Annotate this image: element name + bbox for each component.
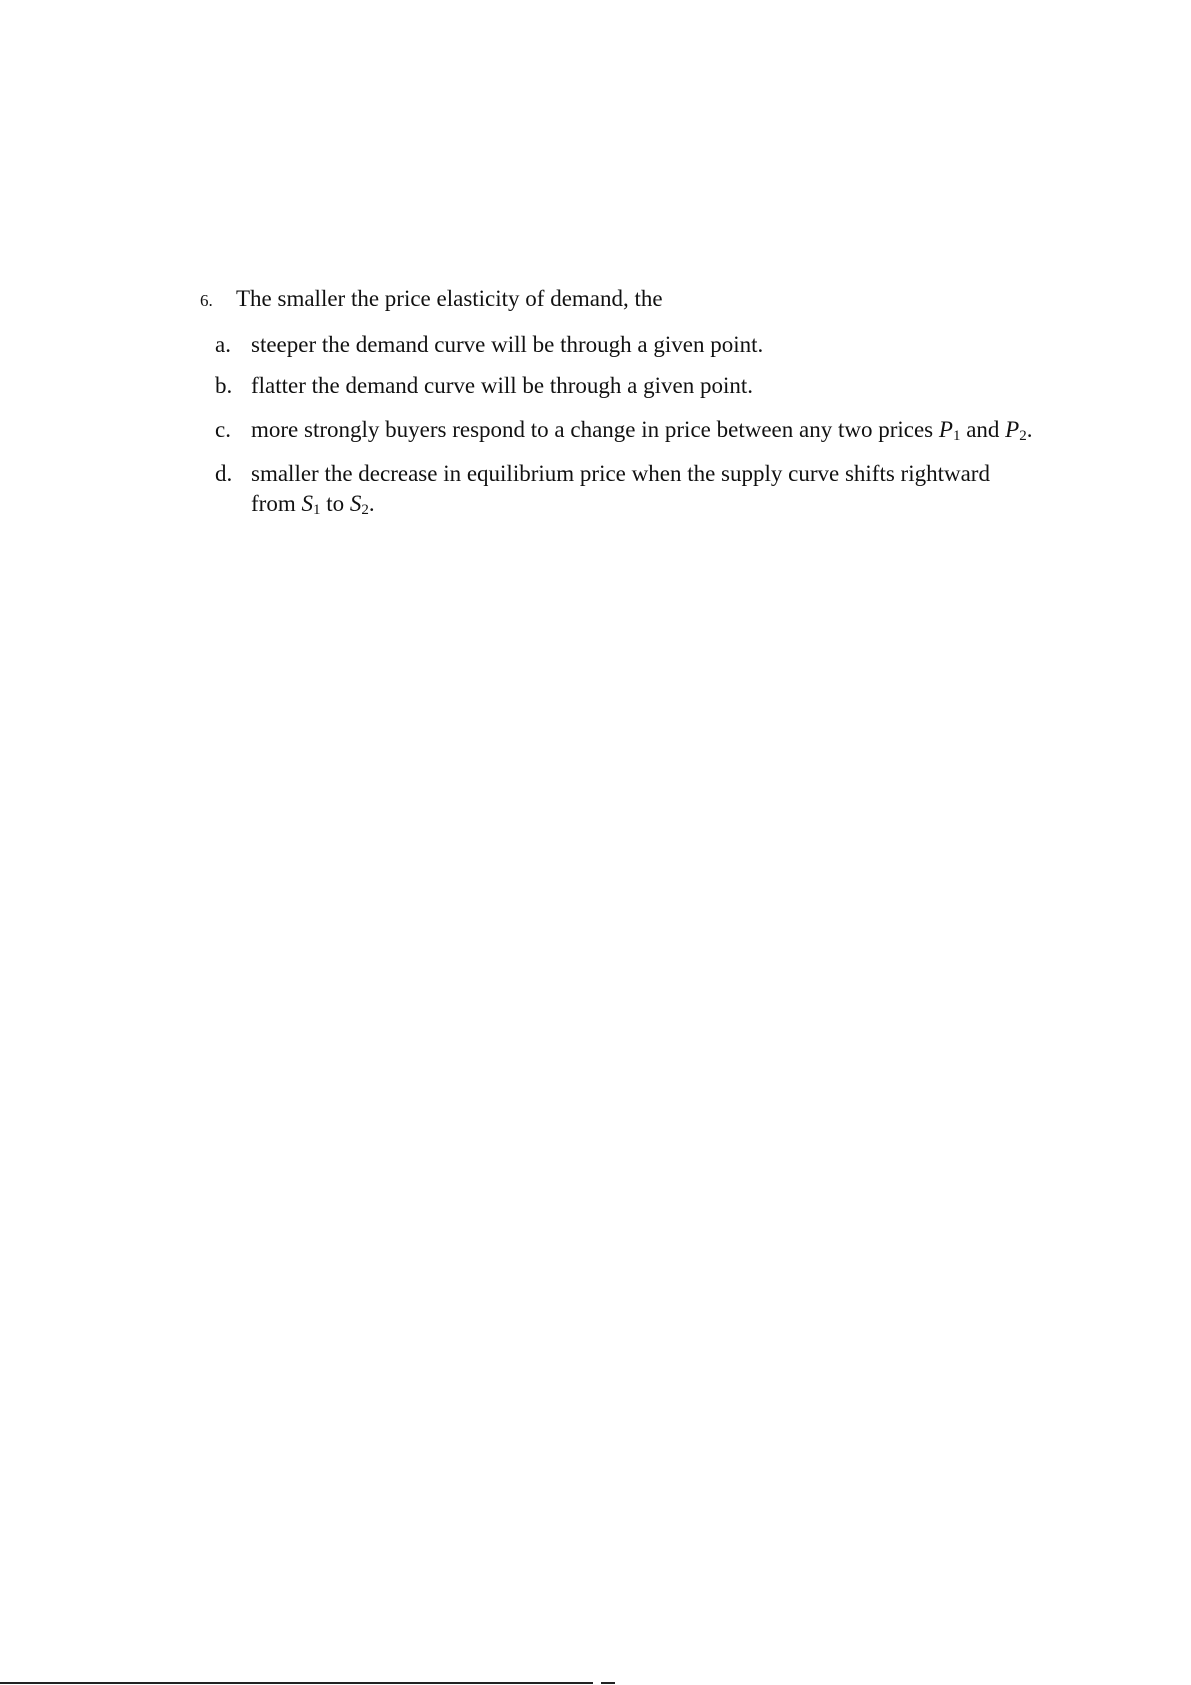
choice-text-part: . <box>368 491 375 516</box>
choice-a <box>215 330 1035 360</box>
choice-text-part: . <box>1026 417 1033 442</box>
math-subscript: 2 <box>1019 428 1027 444</box>
footer-divider <box>0 1682 593 1684</box>
math-subscript: 1 <box>952 428 961 444</box>
math-subscript: 2 <box>361 502 369 518</box>
math-symbol: P <box>938 417 953 442</box>
choice-text <box>251 459 1035 519</box>
question-stem-row <box>200 284 1020 316</box>
choice-letter: d. <box>215 461 233 486</box>
math-symbol: S <box>349 491 362 516</box>
choice-text-part: more strongly buyers respond to a change in price between any two prices <box>251 417 939 442</box>
question-6 <box>200 284 1020 316</box>
answer-choices <box>215 330 1035 519</box>
choice-letter: a. <box>215 332 231 357</box>
choice-text <box>251 415 1035 445</box>
choice-letter: c. <box>215 417 231 442</box>
question-stem: The smaller the price elasticity of demand, the <box>236 286 663 311</box>
choice-letter: b. <box>215 373 233 398</box>
choice-text: steeper the demand curve will be through a given point. <box>251 332 764 357</box>
choice-text-part: smaller the decrease in equilibrium price when the supply curve shifts rightward from <box>251 461 990 516</box>
math-symbol: P <box>1005 417 1020 442</box>
choice-text-part: and <box>960 417 1006 442</box>
choice-text: flatter the demand curve will be through a given point. <box>251 373 754 398</box>
choice-d <box>215 459 1035 519</box>
choice-b <box>215 371 1035 401</box>
question-number: 6. <box>200 291 213 310</box>
math-symbol: S <box>301 491 313 516</box>
footer-divider-short <box>601 1682 615 1684</box>
math-subscript: 1 <box>312 502 321 518</box>
choice-c <box>215 415 1035 445</box>
choice-text-part: to <box>320 491 350 516</box>
